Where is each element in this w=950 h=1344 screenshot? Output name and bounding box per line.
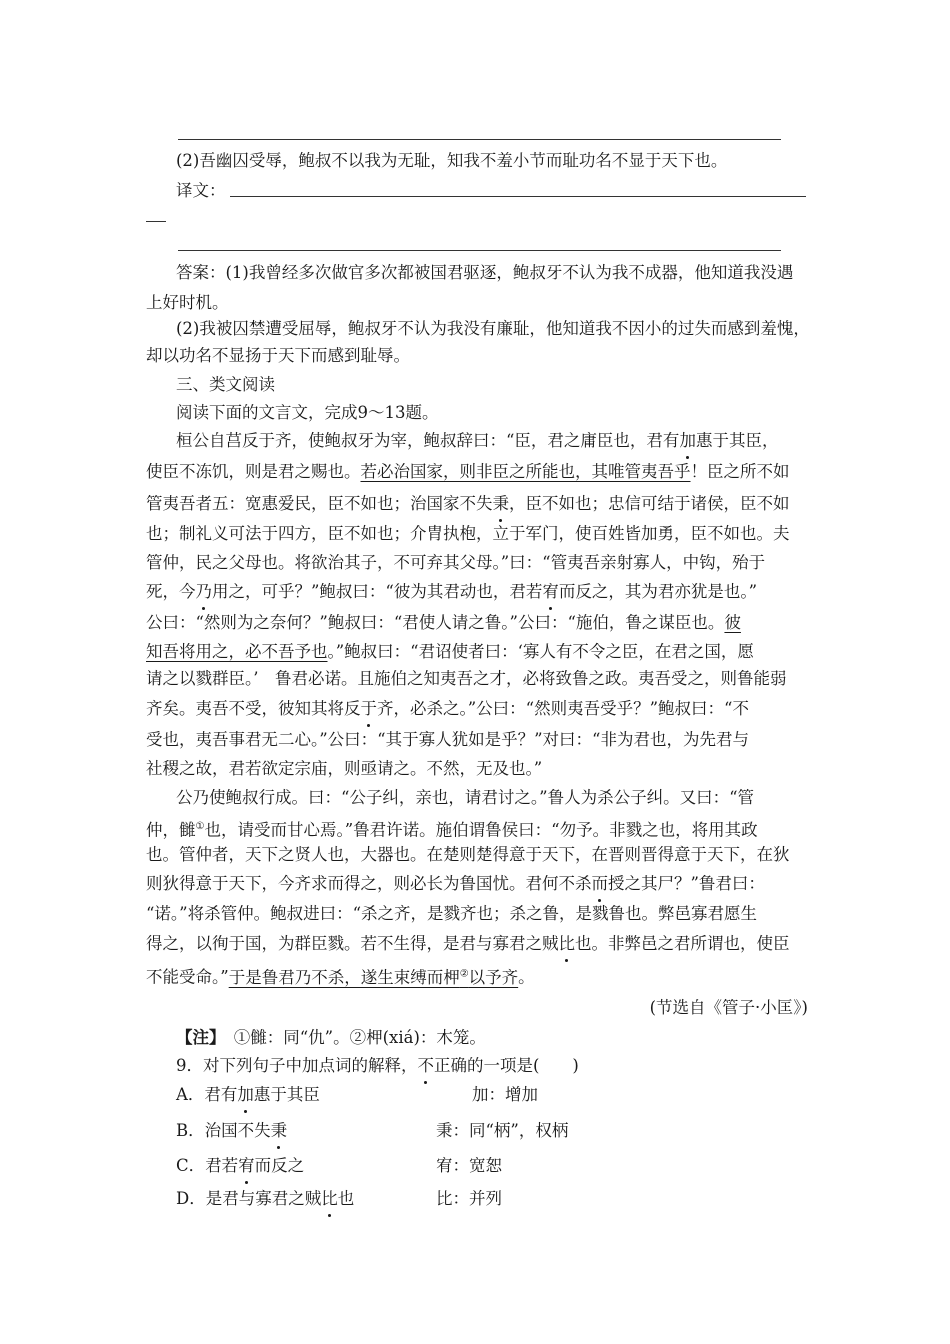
section-heading: 三、类文阅读 [176, 375, 275, 394]
dotted-word: 比 [321, 1184, 338, 1214]
notes-line [176, 1023, 810, 1053]
passage-line: 不能受命。”于是鲁君乃不杀，遂生束缚而柙②以予齐。 [146, 967, 535, 987]
translate-blank-line-2[interactable] [178, 250, 781, 251]
dotted-word: 秉 [493, 489, 510, 519]
passage-line: 公乃使鲍叔行成。曰：“公子纠，亲也，请君讨之。”鲁人为杀公子纠。又曰：“管 [176, 788, 755, 807]
answer-line-4: 却以功名不显扬于天下而感到耻辱。 [146, 346, 410, 365]
passage-source: (节选自《管子·小匡》) [649, 998, 808, 1017]
passage-line: 社稷之故，君若欲定宗庙，则亟请之。不然，无及也。” [146, 759, 543, 778]
dotted-word: 宥 [238, 1151, 255, 1181]
passage-line: 管仲，民之父母也。将欲治其子，不可弃其父母。”曰：“管夷吾亲射寡人，中钩，殆于 [146, 553, 766, 572]
option-gloss: 宥：宽恕 [436, 1156, 502, 1175]
dotted-word: 比 [559, 929, 576, 959]
footnote-marker: ② [459, 968, 469, 979]
dotted-word: 秉 [271, 1116, 288, 1146]
underlined-sentence: 于是鲁君乃不杀，遂生束缚而柙②以予齐 [228, 967, 519, 987]
q9-option-d[interactable]: D．是君与寡君之贼比也 比：并列 [176, 1184, 810, 1214]
answer-line-1: 答案：(1)我曾经多次做官多次都被国君驱逐，鲍叔牙不认为我不成器，他知道我没遇 [176, 263, 794, 282]
passage-line: 仲，雠①也，请受而甘心焉。”鲁君许诺。施伯谓鲁侯曰：“勿予。非戮之也，将用其政 [146, 820, 758, 840]
dotted-word: 于 [361, 694, 378, 724]
underlined-sentence: 若必治国家，则非臣之所能也，其唯管夷吾乎 [360, 462, 691, 481]
dotted-word: 加 [679, 426, 696, 456]
passage-line: “诺。”将杀管仲。鲍叔进曰：“杀之齐，是戮齐也；杀之鲁，是戮鲁也。弊邑寡君愿生 [146, 904, 758, 923]
passage-line: 得之，以徇于国，为群臣戮。若不生得，是君与寡君之贼比也。非弊邑之君所谓也，使臣 [146, 929, 810, 959]
dotted-word: 宥 [542, 577, 559, 607]
passage-line: 受也，夷吾事君无二心。”公曰：“其于寡人犹如是乎？”对曰：“非为君也，为先君与 [146, 730, 749, 749]
dotted-word: 加 [237, 1080, 254, 1110]
passage-line: 齐矣。夷吾不受，彼知其将反于齐，必杀之。”公曰：“然则夷吾受乎？”鲍叔曰：“不 [146, 694, 810, 724]
passage-line: 使臣不冻饥，则是君之赐也。若必治国家，则非臣之所能也，其唯管夷吾乎！臣之所不如 [146, 462, 790, 481]
q8-2-translate-row [176, 176, 810, 206]
translate-blank-line-1[interactable] [230, 196, 806, 197]
q9-option-b[interactable]: B．治国不失秉 秉：同“柄”，权柄 [176, 1116, 810, 1146]
option-gloss: 比：并列 [436, 1189, 502, 1208]
passage-line: 则狄得意于天下，今齐求而得之，则必长为鲁国忧。君何不杀而授之其尸？”鲁君曰： [146, 869, 810, 899]
option-gloss: 秉：同“柄”，权柄 [436, 1121, 569, 1140]
answer-line-3: (2)我被囚禁遭受屈辱，鲍叔牙不认为我没有廉耻，他知道我不因小的过失而感到羞愧， [176, 319, 810, 338]
dotted-word: 乃 [196, 577, 213, 607]
answer-line-2: 上好时机。 [146, 293, 229, 312]
passage-line: 死，今乃用之，可乎？”鲍叔曰：“彼为其君动也，君若宥而反之，其为君亦犹是也。” [146, 577, 810, 607]
section-instruction: 阅读下面的文言文，完成9～13题。 [176, 403, 439, 422]
passage-line: 也。管仲者，天下之贤人也，大器也。在楚则楚得意于天下，在晋则晋得意于天下，在狄 [146, 845, 790, 864]
notes-label: 【注】 [176, 1028, 218, 1047]
dotted-word: 不 [418, 1051, 435, 1081]
q9-option-c[interactable]: C．君若宥而反之 宥：宽恕 [176, 1151, 810, 1181]
translate-label: 译文： [176, 181, 226, 200]
translate-blank-line-1-tail [146, 221, 166, 222]
answer-blank-line-top [178, 139, 781, 140]
underlined-sentence: 彼 [724, 613, 741, 632]
notes-text: ①雠：同“仇”。②柙(xiá)：木笼。 [217, 1028, 486, 1047]
dotted-word: 而 [592, 869, 609, 899]
passage-line: 请之以戮群臣。’ 鲁君必诺。且施伯之知夷吾之才，必将致鲁之政。夷吾受之，则鲁能弱 [146, 669, 787, 688]
passage-line: 公曰：“然则为之奈何？”鲍叔曰：“君使人请之鲁。”公曰：“施伯，鲁之谋臣也。彼 [146, 613, 741, 632]
q8-2-sentence: (2)吾幽囚受辱，鲍叔不以我为无耻，知我不羞小节而耻功名不显于天下也。 [176, 151, 728, 170]
underlined-sentence: 知吾将用之，必不吾予也 [146, 642, 328, 661]
passage-line: 知吾将用之，必不吾予也。”鲍叔曰：“君诏使者曰：‘寡人有不令之臣，在君之国，愿 [146, 642, 754, 661]
option-gloss: 加：增加 [472, 1085, 538, 1104]
passage-line: 也；制礼义可法于四方，臣不如也；介胄执枹，立于军门，使百姓皆加勇，臣不如也。夫 [146, 524, 790, 543]
footnote-marker: ① [195, 821, 205, 832]
passage-line: 桓公自莒反于齐，使鲍叔牙为宰，鲍叔辞曰：“臣，君之庸臣也，君有加惠于其臣， [176, 426, 810, 456]
q9-option-a[interactable]: A．君有加惠于其臣 加：增加 [176, 1080, 810, 1110]
passage-line: 管夷吾者五：宽惠爱民，臣不如也；治国家不失秉，臣不如也；忠信可结于诸侯，臣不如 [146, 489, 810, 519]
q9-stem: 9．对下列句子中加点词的解释，不正确的一项是( ) [176, 1051, 810, 1081]
